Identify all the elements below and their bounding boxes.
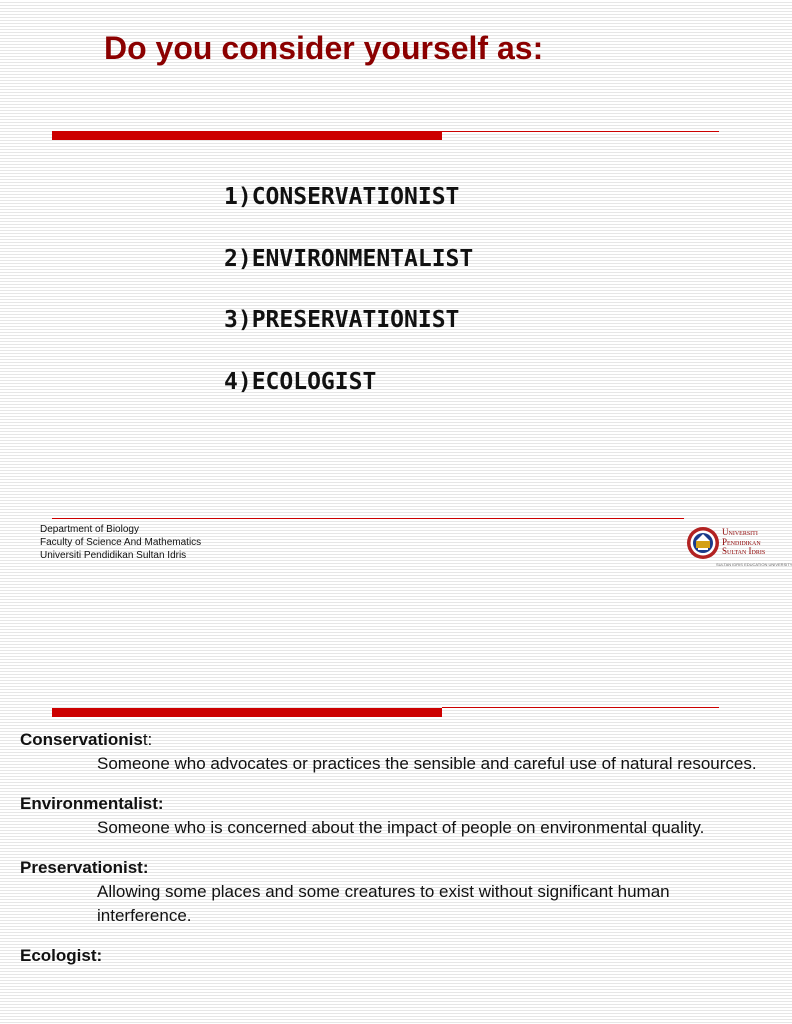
footer-university: Universiti Pendidikan Sultan Idris bbox=[40, 550, 187, 561]
definition-term: Environmentalist: bbox=[20, 794, 164, 813]
definition-item bbox=[20, 792, 760, 840]
footer-credits bbox=[40, 523, 201, 562]
definition-term: Preservationist: bbox=[20, 858, 149, 877]
university-logo bbox=[686, 524, 792, 568]
option-item: 1)CONSERVATIONIST bbox=[224, 184, 460, 210]
definition-item bbox=[20, 728, 760, 776]
slide-title: Do you consider yourself as: bbox=[104, 30, 544, 66]
option-item: 2)ENVIRONMENTALIST bbox=[224, 245, 474, 272]
university-logo-text: Universiti Pendidikan Sultan Idris bbox=[722, 527, 766, 556]
header-underline-thin bbox=[442, 707, 719, 708]
definitions-list bbox=[20, 728, 760, 984]
footer-faculty: Faculty of Science And Mathematics bbox=[40, 537, 202, 548]
definition-item bbox=[20, 944, 760, 968]
title-underline-thick bbox=[52, 131, 442, 140]
definition-item bbox=[20, 856, 760, 928]
university-seal-icon bbox=[686, 526, 720, 560]
title-underline-thin bbox=[442, 131, 719, 132]
slide-2 bbox=[0, 700, 768, 1024]
option-item: 4)ECOLOGIST bbox=[224, 368, 377, 395]
header-underline-thick bbox=[52, 708, 442, 717]
definition-description: Allowing some places and some creatures to exist without significant human interference. bbox=[97, 882, 670, 925]
footer-department: Department of Biology bbox=[40, 524, 139, 535]
definition-description: Someone who is concerned about the impact of people on environmental quality. bbox=[97, 818, 705, 837]
option-item: 3)PRESERVATIONIST bbox=[224, 307, 460, 333]
definition-term: Conservationist: bbox=[20, 730, 153, 749]
university-logo-tagline: SULTAN IDRIS EDUCATION UNIVERSITY bbox=[716, 562, 792, 567]
definition-term: Ecologist: bbox=[20, 946, 103, 965]
options-list bbox=[224, 181, 473, 427]
definition-description: Someone who advocates or practices the sensible and careful use of natural resources. bbox=[97, 754, 757, 773]
footer-divider bbox=[52, 518, 684, 519]
